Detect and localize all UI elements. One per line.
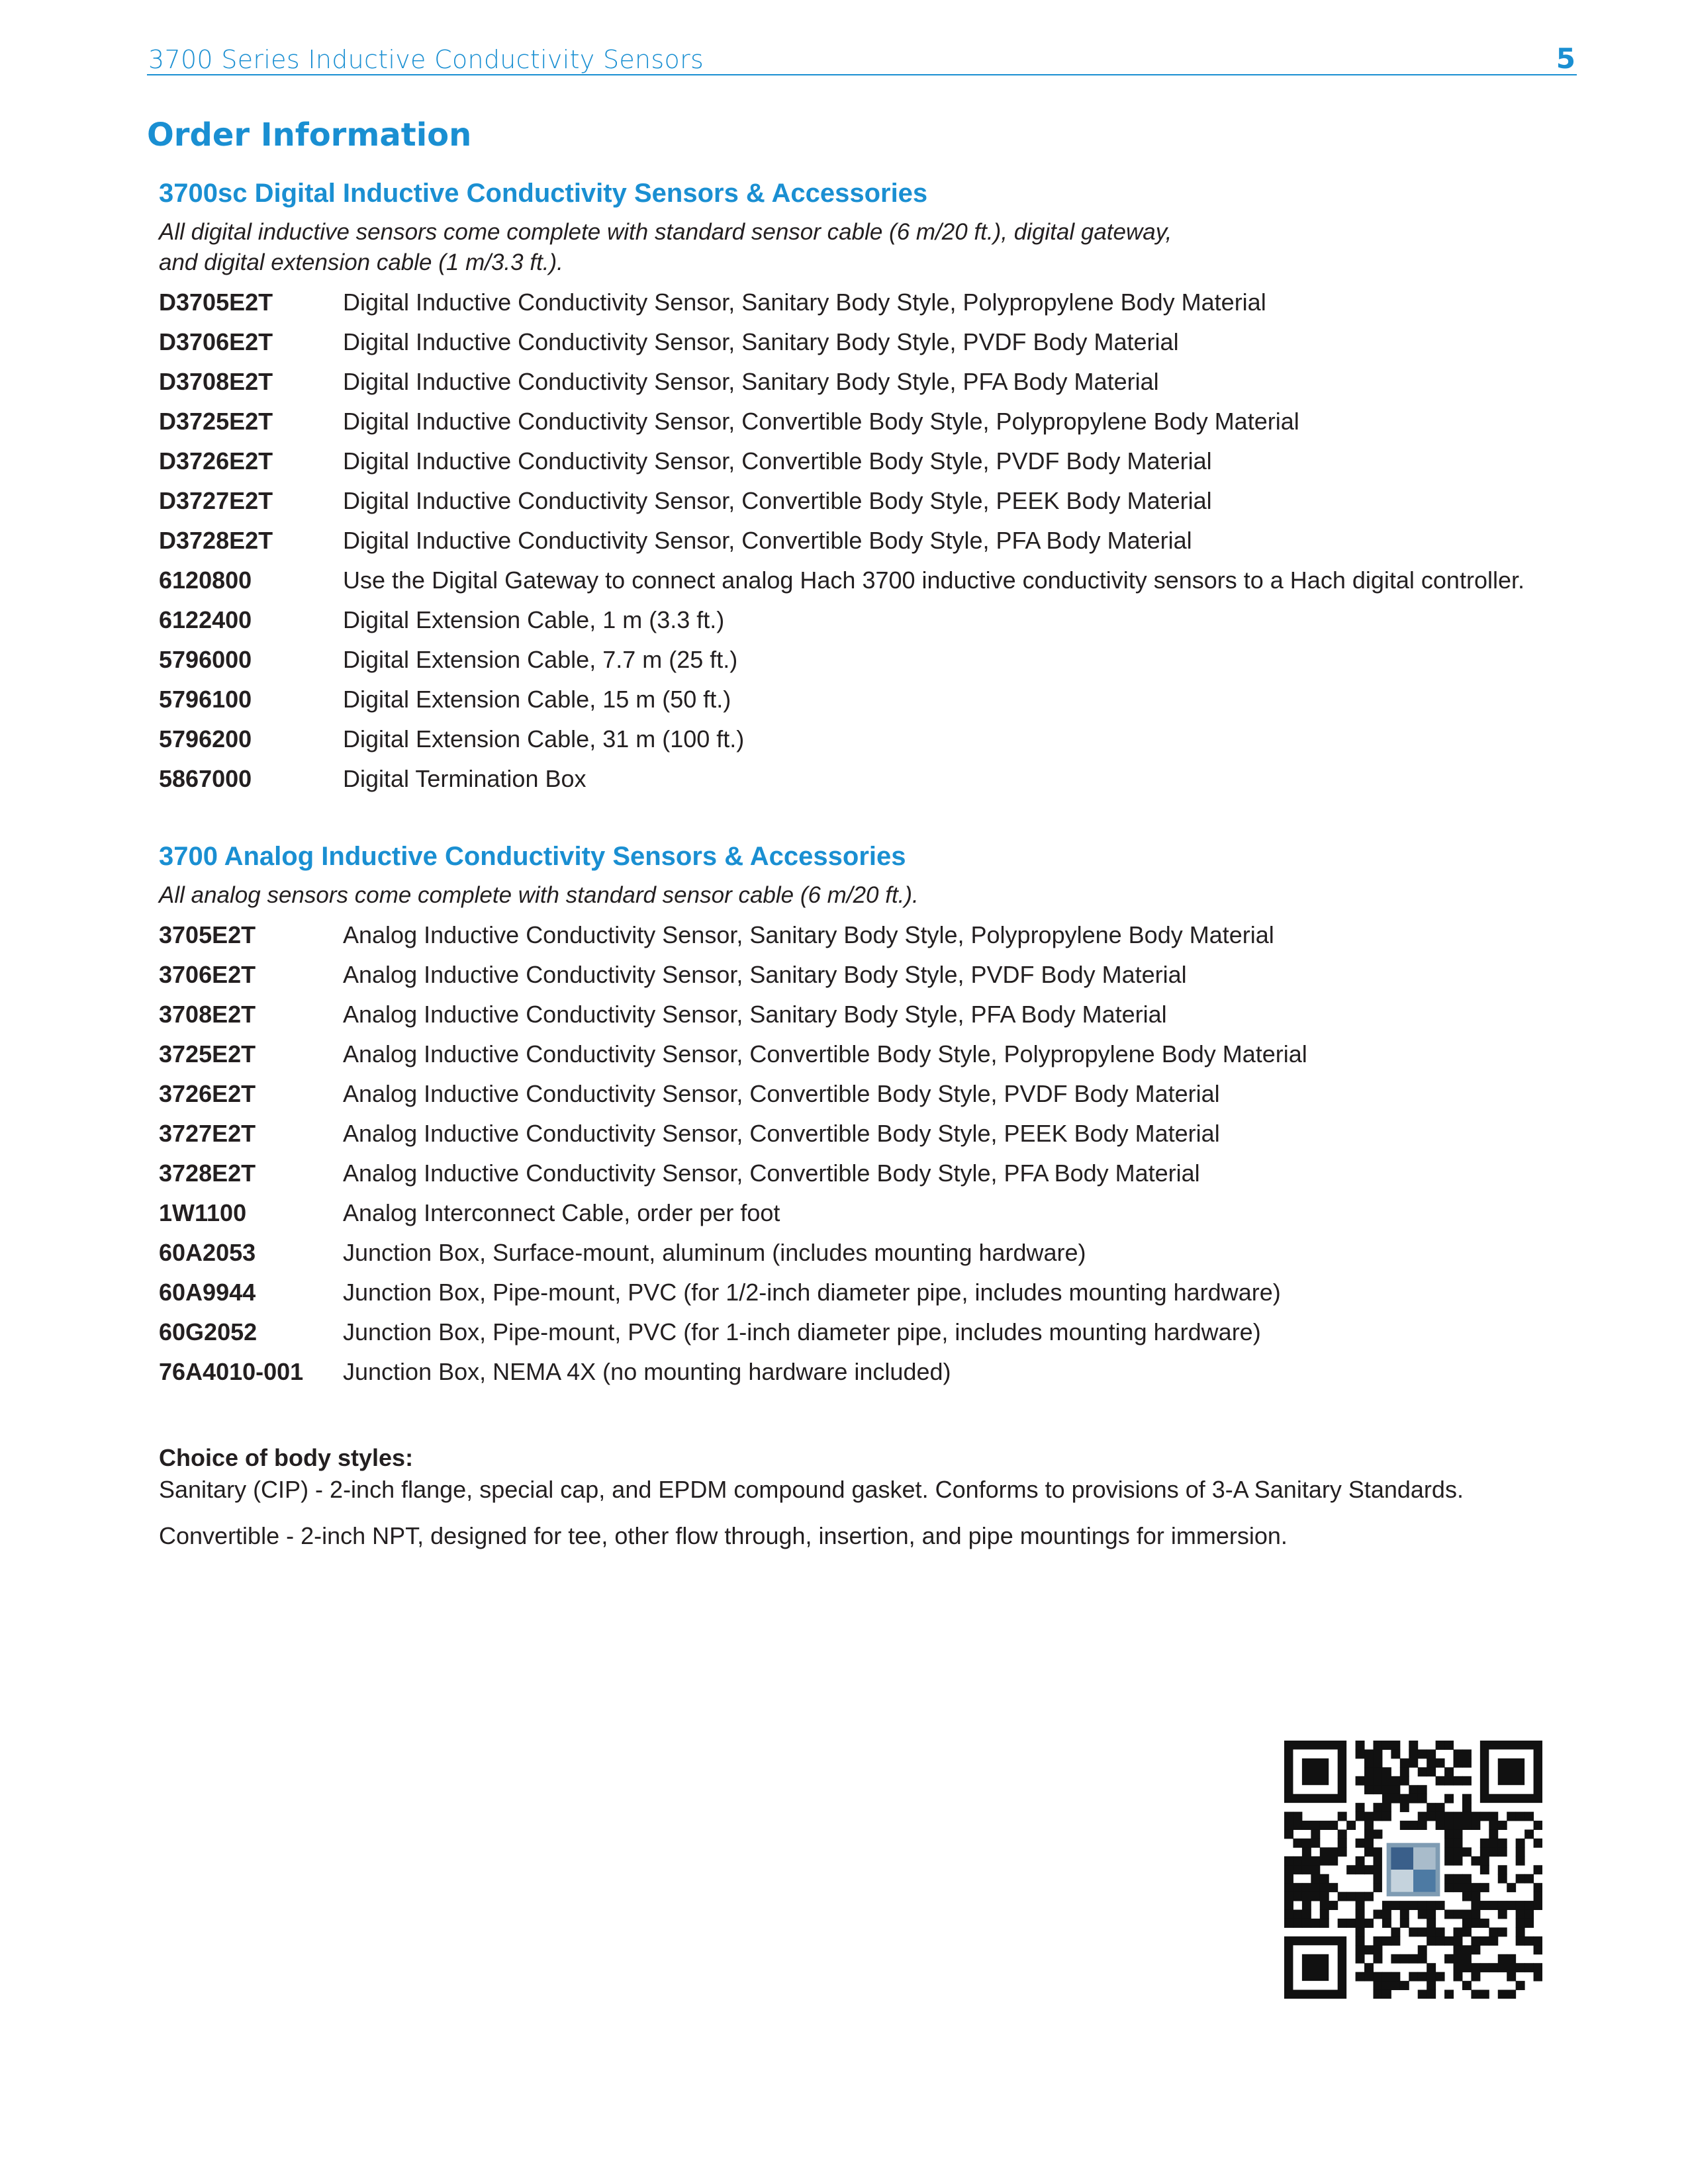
item-description: Junction Box, Pipe-mount, PVC (for 1-inch diameter pipe, includes mounting hardware) — [343, 1318, 1261, 1345]
item-description: Digital Termination Box — [343, 765, 586, 792]
item-code: 60G2052 — [159, 1318, 258, 1345]
item-description: Analog Inductive Conductivity Sensor, Sanitary Body Style, Polypropylene Body Material — [343, 921, 1274, 948]
item-code: 3726E2T — [159, 1080, 256, 1107]
item-description: Digital Extension Cable, 31 m (100 ft.) — [343, 725, 745, 752]
item-description: Analog Interconnect Cable, order per foot — [343, 1199, 780, 1226]
body-styles-heading: Choice of body styles: — [159, 1444, 414, 1471]
item-description: Junction Box, NEMA 4X (no mounting hardware included) — [343, 1358, 951, 1385]
item-code: D3705E2T — [159, 289, 273, 316]
page-title: Order Information — [147, 116, 472, 154]
item-code: 6122400 — [159, 606, 252, 633]
digital-items-list — [159, 287, 1602, 803]
item-row — [159, 1317, 1602, 1357]
digital-note-line-2: and digital extension cable (1 m/3.3 ft.). — [159, 250, 563, 275]
item-row — [159, 406, 1602, 446]
item-code: 5796000 — [159, 646, 252, 673]
item-row — [159, 764, 1602, 803]
item-row — [159, 327, 1602, 367]
item-description: Junction Box, Surface-mount, aluminum (includes mounting hardware) — [343, 1239, 1086, 1266]
item-row — [159, 1277, 1602, 1317]
item-description: Junction Box, Pipe-mount, PVC (for 1/2-inch diameter pipe, includes mounting hardware) — [343, 1279, 1281, 1306]
item-row — [159, 1357, 1602, 1396]
header-title: 3700 Series Inductive Conductivity Sensors — [148, 45, 704, 74]
item-description: Analog Inductive Conductivity Sensor, Sanitary Body Style, PFA Body Material — [343, 1001, 1167, 1028]
item-code: 3706E2T — [159, 961, 256, 988]
item-code: D3706E2T — [159, 328, 273, 355]
item-code: 1W1100 — [159, 1199, 247, 1226]
item-row — [159, 724, 1602, 764]
item-code: D3726E2T — [159, 447, 273, 475]
item-description: Digital Extension Cable, 7.7 m (25 ft.) — [343, 646, 738, 673]
item-description: Digital Inductive Conductivity Sensor, Sanitary Body Style, PVDF Body Material — [343, 328, 1179, 355]
page-header — [147, 41, 1577, 75]
item-row — [159, 486, 1602, 525]
item-code: D3725E2T — [159, 408, 273, 435]
item-row — [159, 1238, 1602, 1277]
item-description: Digital Inductive Conductivity Sensor, Convertible Body Style, Polypropylene Body Material — [343, 408, 1299, 435]
item-row — [159, 565, 1602, 605]
item-row — [159, 1158, 1602, 1198]
item-code: 76A4010-001 — [159, 1358, 304, 1385]
body-style-convertible: Convertible - 2-inch NPT, designed for tee, other flow through, insertion, and pipe mountings for immersion. — [159, 1522, 1288, 1549]
item-description: Digital Inductive Conductivity Sensor, Sanitary Body Style, Polypropylene Body Material — [343, 289, 1266, 316]
item-code: 3705E2T — [159, 921, 256, 948]
item-description: Use the Digital Gateway to connect analog Hach 3700 inductive conductivity sensors to a Hach digital controller. — [343, 567, 1524, 594]
digital-section-title: 3700sc Digital Inductive Conductivity Sensors & Accessories — [159, 179, 928, 208]
qr-code-icon[interactable] — [1284, 1741, 1542, 1999]
item-row — [159, 999, 1602, 1039]
item-code: 3728E2T — [159, 1160, 256, 1187]
item-code: 60A2053 — [159, 1239, 256, 1266]
item-row — [159, 1198, 1602, 1238]
item-description: Digital Extension Cable, 1 m (3.3 ft.) — [343, 606, 725, 633]
item-code: 5867000 — [159, 765, 252, 792]
item-code: 3727E2T — [159, 1120, 256, 1147]
item-row — [159, 645, 1602, 684]
item-description: Analog Inductive Conductivity Sensor, Convertible Body Style, PFA Body Material — [343, 1160, 1200, 1187]
digital-note-line-1: All digital inductive sensors come complete with standard sensor cable (6 m/20 ft.), digital gateway, — [159, 219, 1172, 245]
item-row — [159, 605, 1602, 645]
item-description: Analog Inductive Conductivity Sensor, Convertible Body Style, PEEK Body Material — [343, 1120, 1220, 1147]
item-row — [159, 1039, 1602, 1079]
item-row — [159, 684, 1602, 724]
analog-section-note: All analog sensors come complete with standard sensor cable (6 m/20 ft.). — [159, 882, 919, 908]
item-code: 5796200 — [159, 725, 252, 752]
item-code: 6120800 — [159, 567, 252, 594]
analog-items-list — [159, 920, 1602, 1396]
item-code: D3728E2T — [159, 527, 273, 554]
item-description: Analog Inductive Conductivity Sensor, Convertible Body Style, PVDF Body Material — [343, 1080, 1220, 1107]
item-row — [159, 960, 1602, 999]
item-code: 3708E2T — [159, 1001, 256, 1028]
item-description: Digital Inductive Conductivity Sensor, Sanitary Body Style, PFA Body Material — [343, 368, 1159, 395]
item-row — [159, 446, 1602, 486]
item-code: D3727E2T — [159, 487, 273, 514]
item-code: D3708E2T — [159, 368, 273, 395]
item-description: Digital Extension Cable, 15 m (50 ft.) — [343, 686, 731, 713]
item-code: 3725E2T — [159, 1040, 256, 1068]
analog-section-title: 3700 Analog Inductive Conductivity Sensors & Accessories — [159, 842, 906, 871]
item-row — [159, 287, 1602, 327]
item-description: Digital Inductive Conductivity Sensor, Convertible Body Style, PFA Body Material — [343, 527, 1192, 554]
item-row — [159, 1118, 1602, 1158]
body-style-sanitary: Sanitary (CIP) - 2-inch flange, special cap, and EPDM compound gasket. Conforms to provisions of 3-A Sanitary Standards. — [159, 1476, 1464, 1503]
item-row — [159, 1079, 1602, 1118]
item-code: 5796100 — [159, 686, 252, 713]
item-description: Analog Inductive Conductivity Sensor, Sanitary Body Style, PVDF Body Material — [343, 961, 1187, 988]
item-row — [159, 525, 1602, 565]
item-row — [159, 367, 1602, 406]
digital-section-note — [159, 217, 1417, 278]
page-number: 5 — [1556, 42, 1575, 75]
item-code: 60A9944 — [159, 1279, 256, 1306]
item-description: Analog Inductive Conductivity Sensor, Convertible Body Style, Polypropylene Body Material — [343, 1040, 1307, 1068]
item-description: Digital Inductive Conductivity Sensor, Convertible Body Style, PVDF Body Material — [343, 447, 1212, 475]
item-row — [159, 920, 1602, 960]
item-description: Digital Inductive Conductivity Sensor, Convertible Body Style, PEEK Body Material — [343, 487, 1212, 514]
